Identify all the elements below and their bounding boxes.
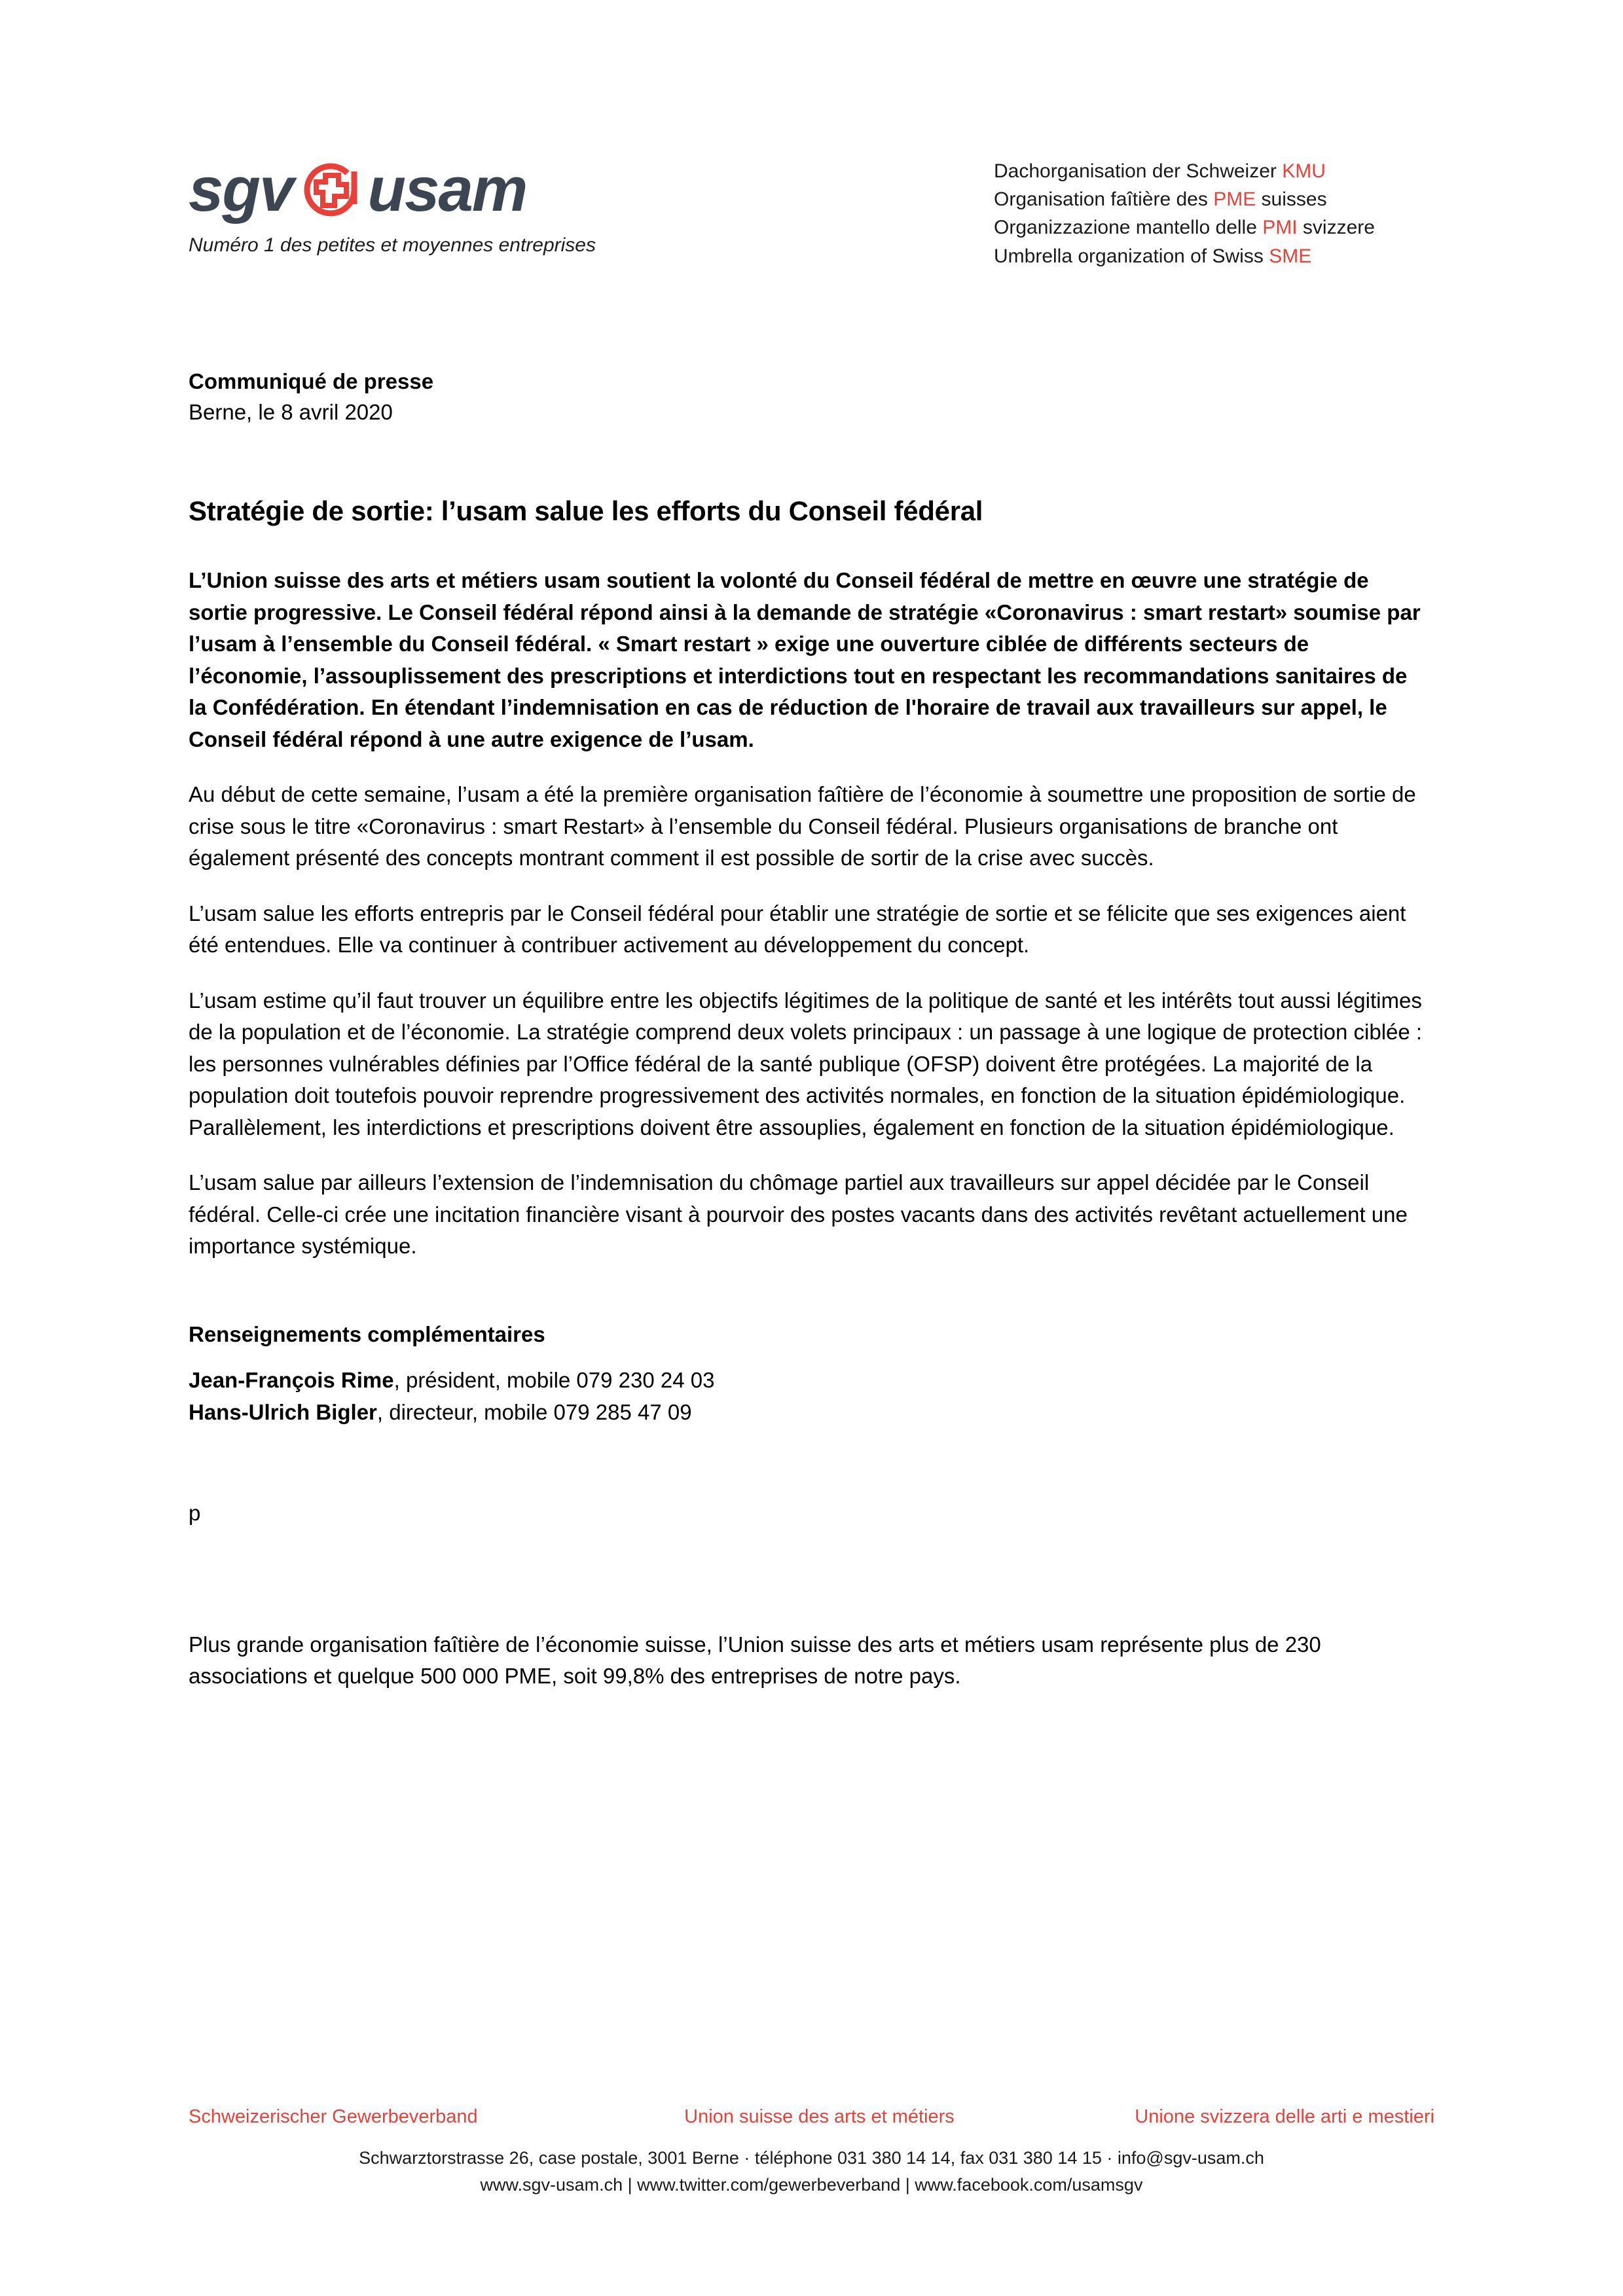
footer-org-it: Unione svizzera delle arti e mestieri [1135, 2106, 1434, 2128]
footer-links-line[interactable]: www.sgv-usam.ch | www.twitter.com/gewerbeverband | www.facebook.com/usamsgv [480, 2174, 1143, 2195]
header-lang-it [994, 213, 1375, 242]
boilerplate-paragraph: Plus grande organisation faîtière de l’économie suisse, l’Union suisse des arts et métiers usam représente plus de 230 associations et quelque 500 000 PME, soit 99,8% des entreprises de notre pays. [189, 1632, 1321, 1689]
document-type-label: Communiqué de presse [189, 369, 434, 393]
body-paragraph-1: Au début de cette semaine, l’usam a été la première organisation faîtière de l’économie à soumettre une proposition de sortie de crise sous le titre «Coronavirus : smart Restart» à l’ensemble du Conseil fédéral. Plusieurs organisations de branche ont également présenté des concepts montrant comment il est possible de sortir de la crise avec succès. [189, 782, 1416, 870]
swiss-cross-circle-icon [297, 156, 365, 224]
logo-tagline: Numéro 1 des petites et moyennes entreprises [189, 234, 596, 256]
footer-address-line: Schwarztorstrasse 26, case postale, 3001 Berne · téléphone 031 380 14 14, fax 031 380 14 15 · info@sgv-usam.ch [359, 2148, 1264, 2168]
header-language-block [994, 157, 1375, 270]
usam-logo [189, 154, 608, 257]
header-lang-de-highlight: KMU [1282, 160, 1326, 182]
header-lang-it-prefix: Organizzazione mantello delle [994, 217, 1263, 239]
contact-row-director [189, 1397, 1426, 1429]
header-lang-fr-highlight: PME [1213, 188, 1256, 211]
logo-wordmark [189, 154, 608, 225]
header-lang-it-highlight: PMI [1262, 217, 1298, 239]
contact-name-director: Hans-Ulrich Bigler [189, 1399, 377, 1424]
body-paragraph-3: L’usam estime qu’il faut trouver un équilibre entre les objectifs légitimes de la politique de santé et les intérêts tout aussi légitimes de la population et de l’économie. La stratégie comprend deux volets principaux : un passage à une logique de protection ciblée : les personnes vulnérables définies par l’Office fédéral de la santé publique (OFSP) doivent être protégées. La majorité de la population doit toutefois pouvoir reprendre progressivement des activités normales, en fonction de la situation épidémiologique. Parallèlement, les interdictions et prescriptions doivent être assouplies, également en fonction de la situation épidémiologique. [189, 988, 1423, 1139]
contact-detail-director: , directeur, mobile 079 285 47 09 [376, 1399, 692, 1424]
contact-detail-president: , président, mobile 079 230 24 03 [393, 1368, 715, 1393]
header-lang-fr [994, 185, 1375, 213]
contact-name-president: Jean-François Rime [189, 1368, 394, 1393]
logo-text-usam: usam [367, 154, 527, 224]
contacts-heading: Renseignements complémentaires [189, 1321, 545, 1346]
header-lang-fr-suffix: suisses [1256, 188, 1327, 211]
header-lang-en-highlight: SME [1269, 245, 1312, 267]
document-body [189, 367, 1426, 1693]
logo-text-sgv: sgv [189, 154, 293, 224]
document-footer [0, 2104, 1623, 2198]
body-paragraph-4: L’usam salue par ailleurs l’extension de l’indemnisation du chômage partiel aux travailleurs sur appel décidée par le Conseil fédéral. Celle-ci crée une incitation financière visant à pourvoir des postes vacants dans des activités revêtant actuellement une importance systémique. [189, 1170, 1408, 1259]
header-lang-de-prefix: Dachorganisation der Schweizer [994, 160, 1283, 182]
header-lang-en [994, 242, 1375, 270]
stray-character: p [189, 1501, 201, 1526]
body-paragraph-2: L’usam salue les efforts entrepris par le Conseil fédéral pour établir une stratégie de sortie et se félicite que ses exigences aient été entendues. Elle va continuer à contribuer activement au développement du concept. [189, 901, 1406, 958]
footer-contact-block [0, 2145, 1623, 2198]
footer-org-de: Schweizerischer Gewerbeverband [189, 2106, 478, 2128]
place-and-date: Berne, le 8 avril 2020 [189, 399, 393, 424]
document-header [0, 0, 1623, 308]
header-lang-fr-prefix: Organisation faîtière des [994, 188, 1214, 211]
footer-org-fr: Union suisse des arts et métiers [684, 2106, 955, 2128]
footer-organization-names [0, 2104, 1623, 2130]
header-lang-it-suffix: svizzere [1297, 217, 1375, 239]
header-lang-de [994, 157, 1375, 185]
lead-paragraph: L’Union suisse des arts et métiers usam soutient la volonté du Conseil fédéral de mettre en œuvre une stratégie de sortie progressive. Le Conseil fédéral répond ainsi à la demande de stratégie «Coronavirus : smart restart» soumise par l’usam à l’ensemble du Conseil fédéral. « Smart restart » exige une ouverture ciblée de différents secteurs de l’économie, l’assouplissement des prescriptions et interdictions tout en respectant les recommandations sanitaires de la Confédération. En étendant l’indemnisation en cas de réduction de l'horaire de travail aux travailleurs sur appel, le Conseil fédéral répond à une autre exigence de l’usam. [189, 568, 1421, 751]
contact-row-president [189, 1365, 1426, 1397]
header-lang-en-prefix: Umbrella organization of Swiss [994, 245, 1269, 267]
page-title: Stratégie de sortie: l’usam salue les efforts du Conseil fédéral [189, 495, 983, 526]
